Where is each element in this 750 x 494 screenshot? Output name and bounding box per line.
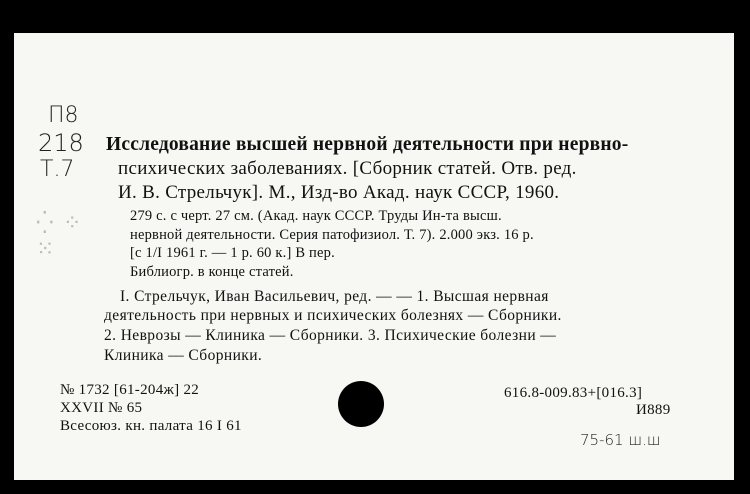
call-number-line3: Т.7 — [40, 157, 75, 182]
subjects-line-2: деятельность при нервных и психических болезнях — Сборники. — [104, 307, 562, 324]
entry-line-5: нервной деятельности. Серия патофизиол. Т. 7). 2.000 экз. 16 р. — [130, 227, 534, 243]
footer-volume-number: XXVII № 65 — [60, 400, 143, 416]
call-number-line2: 218 — [38, 129, 84, 157]
catalog-card — [14, 33, 734, 480]
punch-hole — [338, 381, 384, 427]
entry-line-4: 279 с. с черт. 27 см. (Акад. наук СССР. Труды Ин-та высш. — [130, 208, 502, 224]
footer-author-mark: И889 — [636, 402, 671, 418]
footer-handwritten-note: 75-61 ш.ш — [580, 431, 661, 449]
entry-line-3: И. В. Стрельчук]. М., Изд-во Акад. наук СССР, 1960. — [118, 182, 560, 203]
subjects-line-1: I. Стрельчук, Иван Васильевич, ред. — — 1. Высшая нервная — [120, 288, 549, 305]
call-number-line1: П8 — [48, 103, 79, 128]
footer-udc: 616.8-009.83+[016.3] — [504, 385, 643, 401]
entry-line-2: психических заболеваниях. [Сборник статей. Отв. ред. — [118, 158, 577, 179]
ink-smudge: ⁛ ⁘ ⁙ — [36, 210, 84, 261]
entry-line-7: Библиогр. в конце статей. — [130, 264, 294, 280]
footer-chamber: Всесоюз. кн. палата 16 I 61 — [60, 418, 242, 434]
entry-title: Исследование высшей нервной деятельности при нервно- — [106, 134, 629, 155]
subjects-line-3: 2. Неврозы — Клиника — Сборники. 3. Психические болезни — — [104, 327, 557, 344]
subjects-line-4: Клиника — Сборники. — [104, 347, 263, 364]
footer-record-number: № 1732 [61-204ж] 22 — [60, 382, 200, 398]
entry-line-6: [с 1/I 1961 г. — 1 р. 60 к.] В пер. — [130, 245, 335, 261]
